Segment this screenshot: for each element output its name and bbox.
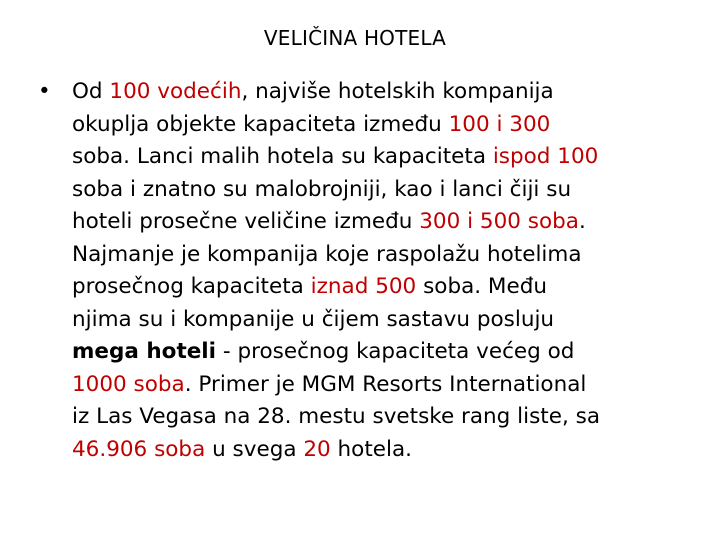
paragraph-line <box>72 239 698 272</box>
highlighted-text: iznad 500 <box>310 274 417 299</box>
text-run: . Primer je MGM Resorts International <box>184 371 587 397</box>
bold-text: mega hoteli <box>72 339 217 364</box>
paragraph-line <box>72 141 698 174</box>
bullet-marker: • <box>38 79 51 104</box>
highlighted-text: 100 vodećih <box>109 79 242 104</box>
paragraph-line <box>72 174 698 207</box>
highlighted-text: ispod 100 <box>492 144 599 169</box>
paragraph-line <box>72 206 698 239</box>
text-run: , najviše hotelskih kompanija <box>241 79 554 104</box>
paragraph-line <box>72 271 698 304</box>
paragraph-line <box>72 76 698 109</box>
text-run: hoteli prosečne veličine između <box>72 209 420 234</box>
paragraph-line <box>72 434 698 467</box>
text-run: iz Las Vegasa na 28. mestu svetske rang liste, sa <box>72 404 601 429</box>
text-run: prosečnog kapaciteta <box>72 274 311 299</box>
text-run: soba. Lanci malih hotela su kapaciteta <box>72 144 493 169</box>
bullet-text <box>72 76 698 466</box>
paragraph-line <box>72 369 698 402</box>
text-run: okuplja objekte kapaciteta između <box>72 111 449 137</box>
text-run: soba i znatno su malobrojniji, kao i lanci čiji su <box>72 176 572 202</box>
paragraph-line <box>72 304 698 337</box>
slide-title: VELIČINA HOTELA <box>263 26 447 50</box>
highlighted-text: 46.906 soba <box>72 436 206 462</box>
text-run: Najmanje je kompanija koje raspolažu hotelima <box>72 241 582 267</box>
text-run: . <box>578 209 586 234</box>
paragraph-line <box>72 336 698 369</box>
highlighted-text: 300 i 500 soba <box>419 209 579 234</box>
highlighted-text: 20 <box>303 436 331 462</box>
text-run: u svega <box>205 436 304 462</box>
text-run: hotela. <box>330 436 412 462</box>
highlighted-text: 100 i 300 <box>448 111 551 137</box>
text-run: njima su i kompanije u čijem sastavu posluju <box>72 306 555 332</box>
text-run: Od <box>72 79 110 104</box>
highlighted-text: 1000 soba <box>72 371 185 397</box>
bullet-paragraph <box>38 76 698 466</box>
text-run: - prosečnog kapaciteta većeg od <box>216 339 575 364</box>
paragraph-line <box>72 109 698 142</box>
paragraph-line <box>72 401 698 434</box>
text-run: soba. Među <box>416 274 547 299</box>
